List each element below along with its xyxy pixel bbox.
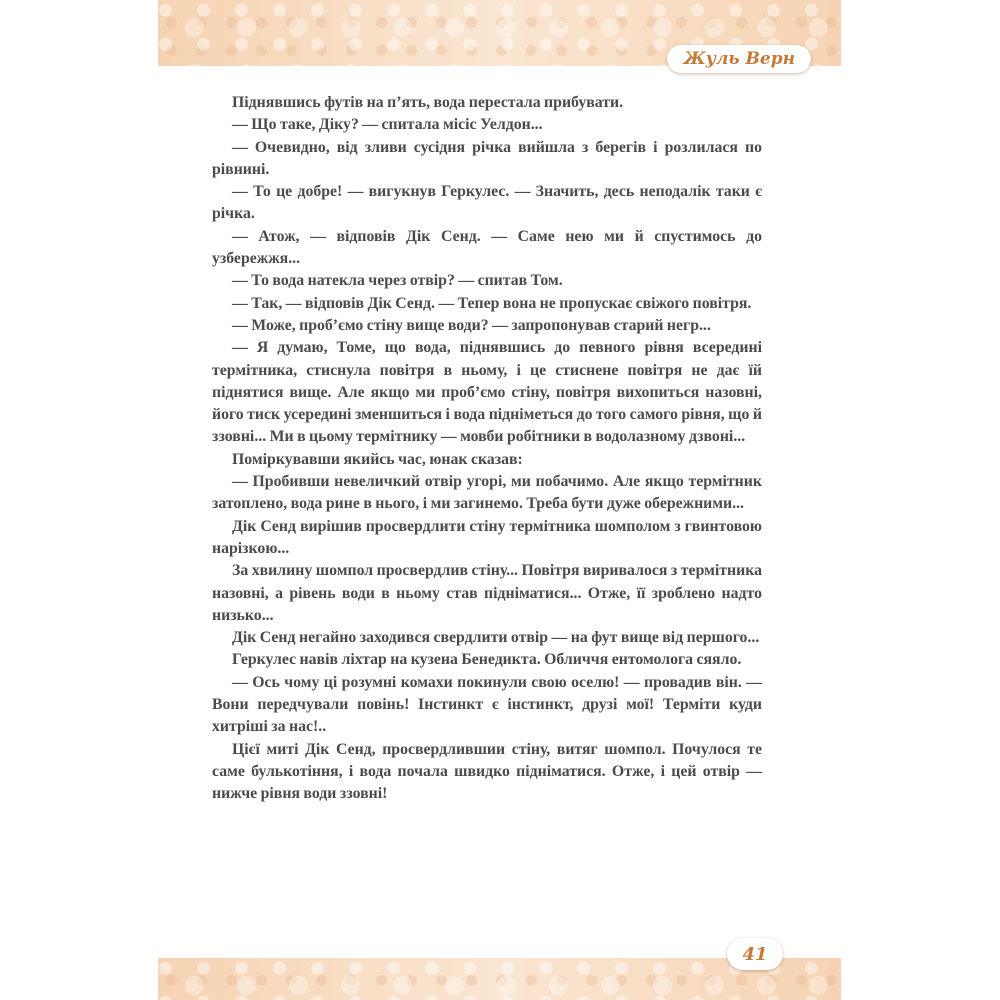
paragraph: — Очевидно, від зливи сусідня річка вийшла з берегів і розлилася по рівнині. <box>212 138 762 178</box>
paragraph: — Так, — відповів Дік Сенд. — Тепер вона не пропускає свіжого повітря. <box>232 294 752 312</box>
paragraph: — Атож, — відповів Дік Сенд. — Саме нею ми й спустимось до узбережжя... <box>212 227 762 268</box>
book-page <box>158 0 841 1000</box>
paragraph: Піднявшись футів на п’ять, вода перестала прибувати. <box>232 94 624 111</box>
paragraph: — То це добре! — вигукнув Геркулес. — Значить, десь неподалік таки є річка. <box>212 183 762 223</box>
running-header-author: Жуль Верн <box>667 45 811 73</box>
paragraph: — Я думаю, Томе, що вода, піднявшись до певного рівня всередині термітника, стиснула повітря в ньому, і це стиснене повітря не дає їй піднятися вище. Але якщо ми проб’ємо стіну, повітря вихопиться назовні, його тиск усередині зменшиться і вода підніметься до того самого рівня, що й ззовні... Ми в цьому термітнику — мовби робітники в водолазному дзвоні... <box>212 339 762 446</box>
paragraph: Цієї миті Дік Сенд, просвердлившии стіну, витяг шомпол. Почулося те саме булькотіння, і вода почала швидко підніматися. Отже, і цей отвір — нижче рівня води ззовні! <box>212 740 762 803</box>
paragraph: За хвилину шомпол просвердлив стіну... Повітря виривалося з термітника назовні, а рівень води в ньому став підніматися... Отже, її зроблено надто низько... <box>212 562 762 624</box>
paragraph: Дік Сенд негайно заходився свердлити отвір — на фут вище від першого... <box>232 629 760 647</box>
paragraph: — Що таке, Діку? — спитала місіс Уелдон... <box>232 116 543 134</box>
paragraph: — Може, проб’ємо стіну вище води? — запропонував старий негр... <box>232 316 711 334</box>
paragraph: — Ось чому ці розумні комахи покинули свою оселю! — провадив він. — Вони передчували повінь! Інстинкт є інстинкт, друзі мої! Терміти куди хитріші за нас!.. <box>212 673 762 736</box>
paragraph: Поміркувавши якийсь час, юнак сказав: <box>232 450 523 468</box>
paragraph: — Пробивши невеличкий отвір угорі, ми побачимо. Але якщо термітник затоплено, вода рине в нього, і ми загинемо. Треба бути дуже обережними... <box>212 473 762 513</box>
paragraph: Геркулес навів ліхтар на кузена Бенедикта. Обличчя ентомолога сяяло. <box>232 651 742 669</box>
page-number: 41 <box>727 938 783 970</box>
body-text <box>212 92 762 806</box>
paragraph: — То вода натекла через отвір? — спитав Том. <box>232 272 563 290</box>
paragraph: Дік Сенд вирішив просвердлити стіну термітника шомполом з гвинтовою нарізкою... <box>212 517 762 557</box>
